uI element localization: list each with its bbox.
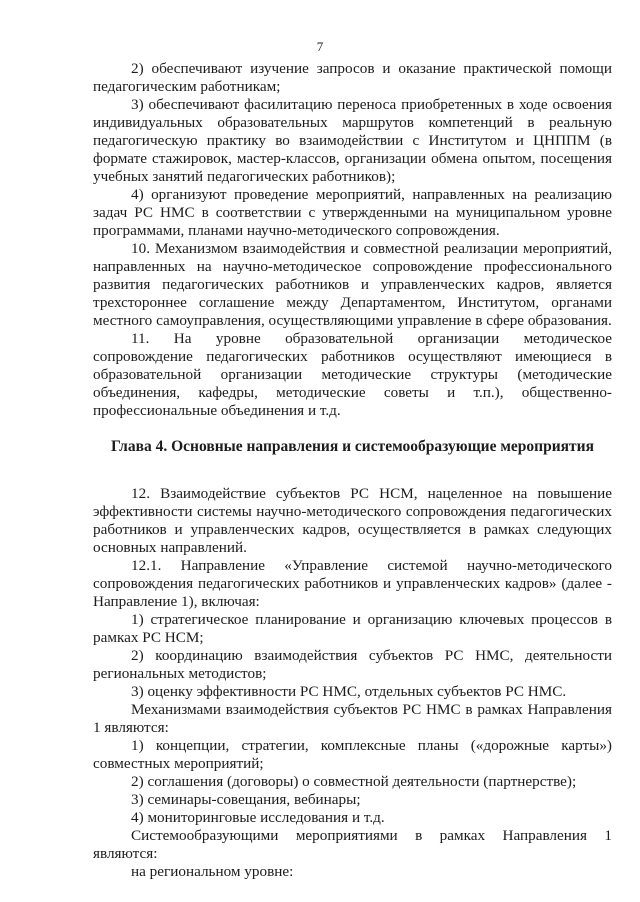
paragraph: 10. Механизмом взаимодействия и совместной реализации мероприятий, направленных на научно-методическое сопровождение профессионального развития педагогических работников и управленческих кадров, является трехстороннее соглашение между Департаментом, Институтом, органами местного самоуправления, осуществляющими управление в сфере образования. xyxy=(93,240,612,329)
list-item: 2) координацию взаимодействия субъектов РС НМС, деятельности региональных методистов; xyxy=(93,647,612,682)
paragraph: 2) обеспечивают изучение запросов и оказание практической помощи педагогическим работникам; xyxy=(93,60,612,95)
paragraph: 3) обеспечивают фасилитацию переноса приобретенных в ходе освоения индивидуальных образовательных маршрутов компетенций в реальную педагогическую практику во взаимодействии с Институтом и ЦНППМ (в формате стажировок, мастер-классов, организации обмена опытом, посещения учебных занятий педагогических работников); xyxy=(93,96,612,185)
paragraph: 11. На уровне образовательной организации методическое сопровождение педагогических работников осуществляют имеющиеся в образовательной организации методические структуры (методические объединения, кафедры, методические советы и т.п.), общественно-профессиональные объединения и т.д. xyxy=(93,330,612,419)
list-item: 3) оценку эффективности РС НМС, отдельных субъектов РС НМС. xyxy=(131,683,567,700)
paragraph: 12.1. Направление «Управление системой научно-методического сопровождения педагогических работников и управленческих кадров» (далее - Направление 1), включая: xyxy=(93,557,612,610)
page-number: 7 xyxy=(316,39,324,54)
paragraph: Механизмами взаимодействия субъектов РС НМС в рамках Направления 1 являются: xyxy=(93,701,612,736)
chapter-heading: Глава 4. Основные направления и системообразующие мероприятия xyxy=(111,438,594,455)
document-body xyxy=(93,60,612,881)
list-item: 3) семинары-совещания, вебинары; xyxy=(131,791,361,808)
list-item: 1) стратегическое планирование и организацию ключевых процессов в рамках РС НСМ; xyxy=(93,611,612,646)
list-item: 1) концепции, стратегии, комплексные планы («дорожные карты») совместных мероприятий; xyxy=(93,737,612,772)
paragraph: 12. Взаимодействие субъектов РС НСМ, нацеленное на повышение эффективности системы научно-методического сопровождения педагогических работников и управленческих кадров, осуществляется в рамках следующих основных направлений. xyxy=(93,485,612,556)
paragraph: 4) организуют проведение мероприятий, направленных на реализацию задач РС НМС в соответствии с утвержденными на муниципальном уровне программами, планами научно-методического сопровождения. xyxy=(93,186,612,239)
paragraph: Системообразующими мероприятиями в рамках Направления 1 являются: xyxy=(93,827,612,862)
list-item: 2) соглашения (договоры) о совместной деятельности (партнерстве); xyxy=(131,773,577,790)
list-item: 4) мониторинговые исследования и т.д. xyxy=(131,809,385,826)
paragraph: на региональном уровне: xyxy=(131,863,294,880)
